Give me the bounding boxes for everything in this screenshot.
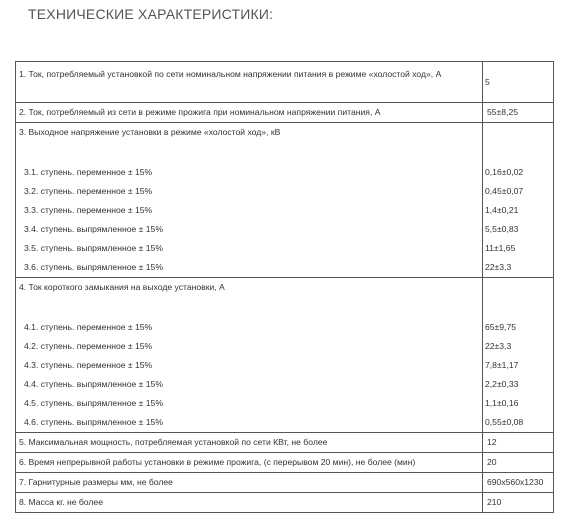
spec-sub-label: 3.4. ступень. выпрямленное ± 15% xyxy=(24,224,163,234)
spec-value-spacer xyxy=(483,278,553,318)
spec-value: 210 xyxy=(487,497,502,507)
spec-label-cell xyxy=(16,493,483,513)
spec-sub-label: 4.3. ступень. переменное ± 15% xyxy=(24,360,153,370)
page-heading: ТЕХНИЧЕСКИЕ ХАРАКТЕРИСТИКИ: xyxy=(28,6,274,22)
spec-sub-value: 65±9,75 xyxy=(485,322,517,332)
spec-sub-label: 4.4. ступень. выпрямленное ± 15% xyxy=(24,379,163,389)
spec-sub-value: 22±3,3 xyxy=(485,341,512,351)
table-row xyxy=(16,433,554,453)
spec-label-cell xyxy=(16,62,483,103)
spec-sub-value: 5,5±0,83 xyxy=(485,224,519,234)
spec-sub-value: 7,8±1,17 xyxy=(485,360,519,370)
spec-label: 1. Ток, потребляемый установкой по сети номинальном напряжении питания в режиме «холостой ход», А xyxy=(19,69,442,79)
spec-sub-value: 0,16±0,02 xyxy=(485,167,524,177)
spec-sub-label: 3.6. ступень. выпрямленное ± 15% xyxy=(24,262,163,272)
spec-label: 8. Масса кг. не более xyxy=(19,497,103,507)
spec-sub-value: 1,1±0,16 xyxy=(485,398,519,408)
spec-sub-value: 2,2±0,33 xyxy=(485,379,519,389)
spec-value: 690х560х1230 xyxy=(487,477,544,487)
spec-value-cell xyxy=(483,473,554,493)
spec-value-spacer xyxy=(483,123,553,163)
spec-sub-label: 3.3. ступень. переменное ± 15% xyxy=(24,205,153,215)
spec-value: 20 xyxy=(487,457,497,467)
spec-sub-value: 1,4±0,21 xyxy=(485,205,519,215)
spec-sub-label: 3.2. ступень. переменное ± 15% xyxy=(24,186,153,196)
spec-value-cell xyxy=(483,433,554,453)
spec-label-cell xyxy=(16,278,483,433)
spec-value-cell xyxy=(483,278,554,433)
spec-sub-label: 3.5. ступень. выпрямленное ± 15% xyxy=(24,243,163,253)
spec-sub-label: 3.1. ступень. переменное ± 15% xyxy=(24,167,153,177)
spec-label: 7. Гарнитурные размеры мм, не более xyxy=(19,477,173,487)
table-row xyxy=(16,62,554,103)
spec-table xyxy=(15,61,554,513)
spec-label-cell xyxy=(16,103,483,123)
spec-value-cell xyxy=(483,453,554,473)
table-row xyxy=(16,103,554,123)
spec-label: 6. Время непрерывной работы установки в режиме прожига, (с перерывом 20 мин), не более (мин) xyxy=(19,457,416,467)
spec-value: 5 xyxy=(485,77,490,87)
spec-sub-label: 4.2. ступень. переменное ± 15% xyxy=(24,341,153,351)
spec-label: 5. Максимальная мощность, потребляемая установкой по сети КВт, не более xyxy=(19,437,328,447)
spec-value-cell xyxy=(483,62,554,103)
spec-sub-label: 4.5. ступень. выпрямленное ± 15% xyxy=(24,398,163,408)
spec-sub-label: 4.6. ступень. выпрямленное ± 15% xyxy=(24,417,163,427)
table-row xyxy=(16,123,554,278)
spec-sub-label: 4.1. ступень. переменное ± 15% xyxy=(24,322,153,332)
spec-label-cell xyxy=(16,123,483,278)
table-row xyxy=(16,493,554,513)
spec-sub-value: 0,55±0,08 xyxy=(485,417,524,427)
spec-value-cell xyxy=(483,103,554,123)
spec-label-cell xyxy=(16,473,483,493)
spec-sub-value: 0,45±0,07 xyxy=(485,186,524,196)
table-row xyxy=(16,278,554,433)
spec-value-cell xyxy=(483,123,554,278)
spec-label-cell xyxy=(16,453,483,473)
table-row xyxy=(16,473,554,493)
spec-label: 2. Ток, потребляемый из сети в режиме прожига при номинальном напряжении питания, А xyxy=(19,107,381,117)
table-row xyxy=(16,453,554,473)
spec-value-cell xyxy=(483,493,554,513)
spec-label-cell xyxy=(16,433,483,453)
spec-value: 12 xyxy=(487,437,497,447)
spec-label: 3. Выходное напряжение установки в режиме «холостой ход», кВ xyxy=(19,127,281,137)
spec-value: 55±8,25 xyxy=(487,107,519,117)
spec-sub-value: 22±3,3 xyxy=(485,262,512,272)
spec-label: 4. Ток короткого замыкания на выходе установки, А xyxy=(19,282,225,292)
spec-sub-value: 11±1,65 xyxy=(485,243,516,253)
